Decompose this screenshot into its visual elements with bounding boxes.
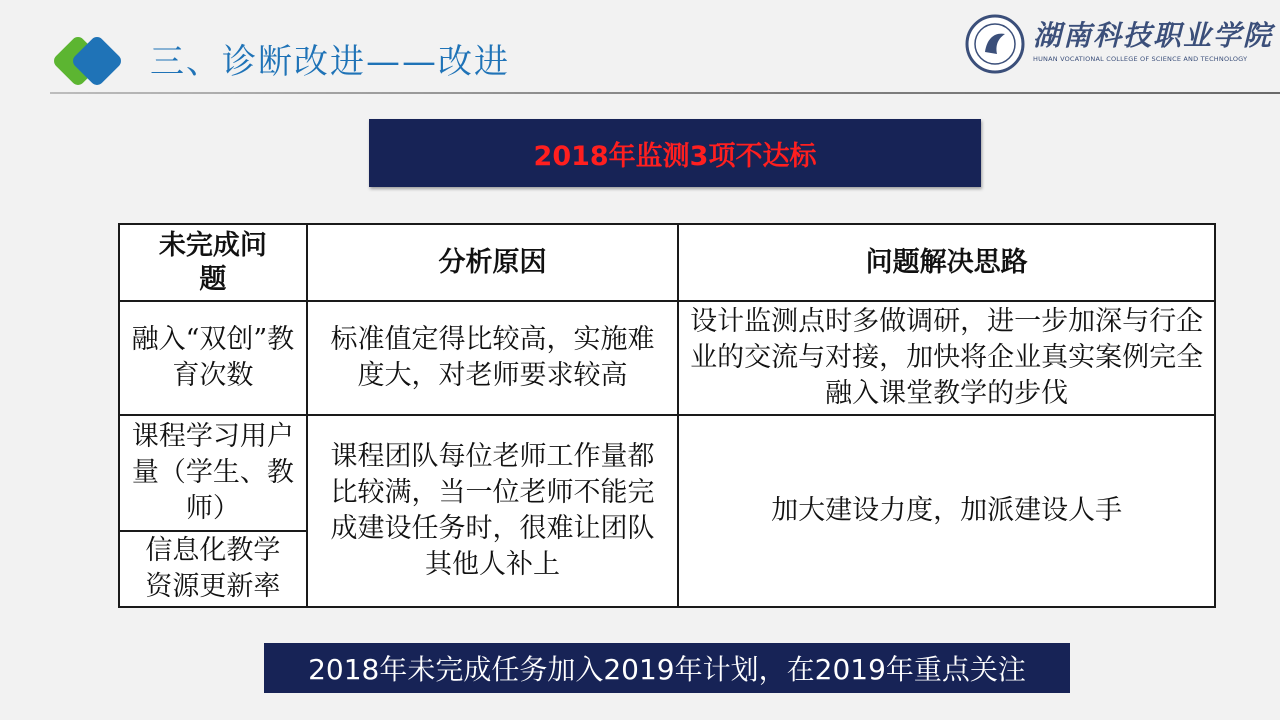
solution-cell: 设计监测点时多做调研，进一步加深与行企业的交流与对接，加快将企业真实案例完全融入课堂教学的步伐	[678, 301, 1215, 415]
issue-cell: 课程学习用户量（学生、教师）	[119, 415, 307, 531]
table-row	[119, 301, 1215, 415]
issue-cell: 信息化教学资源更新率	[119, 531, 307, 607]
shared-solution-cell: 加大建设力度，加派建设人手	[678, 415, 1215, 607]
college-name: 湖南科技职业学院	[1033, 19, 1274, 52]
column-header-reason: 分析原因	[307, 224, 678, 301]
table-row	[119, 415, 1215, 531]
college-logo	[965, 12, 1274, 76]
double-diamond-icon	[50, 32, 124, 90]
reason-cell: 标准值定得比较高，实施难度大，对老师要求较高	[307, 301, 678, 415]
header-divider	[50, 92, 1280, 94]
issue-cell: 融入“双创”教育次数	[119, 301, 307, 415]
column-header-solution: 问题解决思路	[678, 224, 1215, 301]
college-english-name: HUNAN VOCATIONAL COLLEGE OF SCIENCE AND TECHNOLOGY	[1033, 55, 1248, 63]
issue-table	[118, 223, 1216, 608]
college-seal-icon	[965, 14, 1025, 74]
table-header-row	[119, 224, 1215, 301]
page-title: 三、诊断改进——改进	[150, 42, 510, 82]
monitoring-banner: 2018年监测3项不达标	[369, 119, 981, 187]
shared-reason-cell: 课程团队每位老师工作量都比较满，当一位老师不能完成建设任务时，很难让团队其他人补上	[307, 415, 678, 607]
footer-note: 2018年未完成任务加入2019年计划，在2019年重点关注	[264, 643, 1070, 693]
column-header-issue: 未完成问题	[119, 224, 307, 301]
